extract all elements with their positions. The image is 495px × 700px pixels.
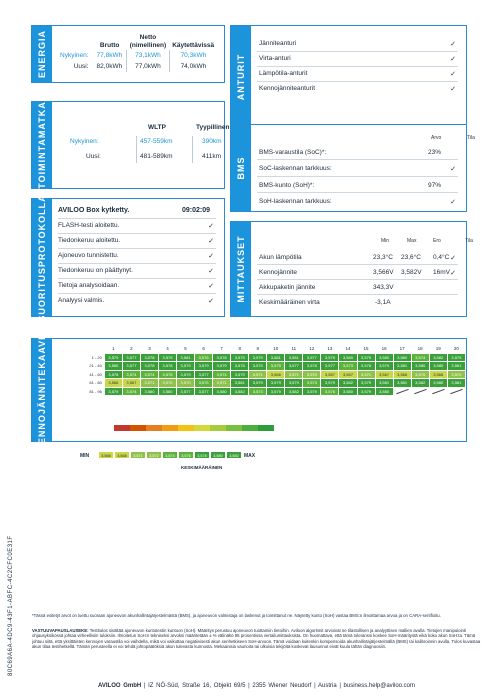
footer: AVILOO GmbH | IZ NÖ-Süd, Straße 16, Objekt 69/5 | 2355 Wiener Neudorf | Austria | business.help@aviloo.com bbox=[97, 683, 416, 689]
cell-voltage: 3,582 bbox=[339, 379, 357, 388]
cell-voltage: 3,567 bbox=[339, 370, 357, 379]
cell-voltage: 3,577 bbox=[177, 387, 195, 396]
mittaukset-panel bbox=[230, 221, 473, 317]
cell-voltage bbox=[411, 387, 429, 396]
cell-voltage: 3,573 bbox=[303, 379, 321, 388]
row-label: 41 - 60 bbox=[87, 370, 105, 379]
measurement-value: 343,3V bbox=[373, 284, 394, 291]
anturit-panel bbox=[230, 25, 467, 128]
cell-voltage: 3,579 bbox=[104, 387, 122, 396]
cell-voltage: 3,579 bbox=[357, 353, 375, 362]
column-header: 4 bbox=[166, 346, 169, 352]
anturit-tab: ANTURIT bbox=[231, 26, 251, 127]
check-icon: ✓ bbox=[450, 71, 456, 78]
cell-voltage: 3,573 bbox=[339, 362, 357, 371]
cell-voltage: 3,566 bbox=[104, 379, 122, 388]
suoritus-tab: SUORITUSPROTOKOLLA bbox=[32, 199, 52, 316]
column-header: 18 bbox=[417, 346, 423, 352]
list-item: Tiedonkeruu on päättynyt. bbox=[58, 267, 133, 274]
range-typical: 390km bbox=[202, 138, 222, 145]
list-item: Kennojänniteanturit bbox=[259, 85, 316, 92]
column-header: 14 bbox=[345, 346, 351, 352]
legend-cell: 3,578 bbox=[194, 451, 210, 459]
energia-tab: ENERGIA bbox=[32, 26, 52, 82]
check-icon: ✓ bbox=[208, 298, 214, 305]
column-header: 3 bbox=[148, 346, 151, 352]
measurement-label: Keskimääräinen virta bbox=[259, 299, 320, 306]
measurement-label: Akun lämpötila bbox=[259, 254, 302, 261]
column-header: 17 bbox=[399, 346, 405, 352]
check-icon: ✓ bbox=[450, 270, 456, 277]
protocol-title: AVILOO Box kytketty. bbox=[58, 207, 130, 214]
range-label: Nykyinen: bbox=[70, 138, 99, 145]
cell-voltage: 3,581 bbox=[177, 353, 195, 362]
measurement-max: 23,6°C bbox=[401, 254, 421, 261]
cell-voltage: 3,577 bbox=[195, 370, 213, 379]
status-header: Tila bbox=[465, 238, 473, 244]
range-wltp: 481-589km bbox=[140, 153, 173, 160]
cell-voltage: 3,567 bbox=[321, 370, 339, 379]
table-row bbox=[87, 353, 466, 362]
energia-panel bbox=[31, 25, 225, 83]
cell-voltage: 3,567 bbox=[122, 379, 140, 388]
row-label: 81 - 96 bbox=[87, 387, 105, 396]
cell-voltage: 3,577 bbox=[122, 353, 140, 362]
cell-voltage: 3,579 bbox=[177, 362, 195, 371]
table-row: Nykyinen: 77,8kWh 73,1kWh 70,3kWh bbox=[60, 52, 207, 59]
disclaimer-heading: VASTUUVAPAUSLAUSEKE: bbox=[32, 628, 89, 633]
cell-voltage bbox=[447, 387, 465, 396]
cell-voltage: 3,579 bbox=[357, 387, 375, 396]
table-row bbox=[87, 379, 466, 388]
list-item: Lämpötila-anturit bbox=[259, 70, 308, 77]
range-typical: 411km bbox=[202, 153, 222, 160]
cell-voltage: 3,571 bbox=[249, 370, 267, 379]
cell-voltage: 3,578 bbox=[213, 353, 231, 362]
energy-table bbox=[56, 34, 217, 72]
cell-voltage: 3,570 bbox=[411, 370, 429, 379]
cell-voltage: 3,580 bbox=[339, 353, 357, 362]
max-header: Max bbox=[407, 238, 417, 244]
cell-voltage: 3,570 bbox=[158, 379, 176, 388]
column-header: 12 bbox=[309, 346, 315, 352]
cell-voltage: 3,580 bbox=[158, 387, 176, 396]
soh-accuracy-label: SoH-laskennan tarkkuus: bbox=[259, 198, 332, 205]
legend-cell: 3,566 bbox=[98, 451, 114, 459]
cell-voltage: 3,580 bbox=[429, 379, 447, 388]
cell-voltage: 3,580 bbox=[140, 387, 158, 396]
legend-cell: 3,576 bbox=[178, 451, 194, 459]
table-row bbox=[87, 387, 466, 396]
legend-cell: 3,568 bbox=[114, 451, 130, 459]
toimintamatka-tab: TOIMINTAMATKA bbox=[32, 102, 52, 188]
legend-mean: KESKIMÄÄRÄINEN bbox=[181, 465, 223, 470]
measurement-min: 3,566V bbox=[373, 269, 394, 276]
voltage-scale-bar bbox=[114, 425, 274, 431]
cell-voltage: 3,579 bbox=[447, 353, 465, 362]
cell-voltage: 3,577 bbox=[303, 353, 321, 362]
cell-voltage: 3,579 bbox=[321, 379, 339, 388]
cell-voltage: 3,567 bbox=[375, 370, 393, 379]
cell-voltage: 3,575 bbox=[267, 362, 285, 371]
cell-voltage: 3,574 bbox=[213, 370, 231, 379]
cell-voltage: 3,571 bbox=[213, 379, 231, 388]
cell-voltage: 3,581 bbox=[231, 379, 249, 388]
cell-voltage: 3,579 bbox=[231, 370, 249, 379]
cell-voltage: 3,581 bbox=[375, 379, 393, 388]
cell-voltage bbox=[393, 387, 411, 396]
cell-voltage: 3,579 bbox=[213, 362, 231, 371]
row-label: 1 - 20 bbox=[87, 353, 105, 362]
column-header: 8 bbox=[238, 346, 241, 352]
bms-soh-label: BMS-kunto (SoH)*: bbox=[259, 182, 315, 189]
cell-voltage: 3,579 bbox=[249, 362, 267, 371]
bms-panel bbox=[230, 124, 475, 212]
list-item: Tiedonkeruu aloitettu. bbox=[58, 237, 121, 244]
measurement-max: 3,582V bbox=[401, 269, 422, 276]
cell-voltage: 3,575 bbox=[195, 379, 213, 388]
mittaukset-tab: MITTAUKSET bbox=[231, 222, 251, 316]
legend-cell: 3,574 bbox=[162, 451, 178, 459]
column-header: 19 bbox=[435, 346, 441, 352]
cell-voltage: 3,579 bbox=[321, 353, 339, 362]
cell-voltage: 3,580 bbox=[339, 387, 357, 396]
legend-max: MAX bbox=[244, 453, 256, 459]
typical-header: Tyypillinen bbox=[196, 124, 230, 131]
cell-voltage: 3,582 bbox=[411, 379, 429, 388]
cell-voltage: 3,579 bbox=[303, 387, 321, 396]
list-item: Analyysi valmis. bbox=[58, 297, 105, 304]
legend-cell: 3,572 bbox=[146, 451, 162, 459]
column-header: 15 bbox=[363, 346, 369, 352]
check-icon: ✓ bbox=[450, 199, 456, 206]
check-icon: ✓ bbox=[450, 255, 456, 262]
cell-voltage: 3,566 bbox=[429, 370, 447, 379]
measurement-diff: 16mV bbox=[433, 269, 450, 276]
cell-voltage: 3,579 bbox=[285, 379, 303, 388]
column-header: 10 bbox=[273, 346, 279, 352]
column-header: 2 bbox=[130, 346, 133, 352]
cell-voltage: 3,580 bbox=[213, 387, 231, 396]
cell-voltage: 3,577 bbox=[122, 362, 140, 371]
cell-voltage: 3,575 bbox=[158, 370, 176, 379]
cell-voltage: 3,566 bbox=[393, 370, 411, 379]
cell-voltage: 3,581 bbox=[393, 379, 411, 388]
wltp-header: WLTP bbox=[148, 124, 166, 131]
measurement-value: -3,1A bbox=[375, 299, 391, 306]
cell-voltage: 3,579 bbox=[267, 379, 285, 388]
difference-header: Ero bbox=[433, 238, 441, 244]
disclaimer-text: Testitulos sisältää ajoneuvon kuntotestin kuntoon (SoH). Määritys perustuu ajoneuvon tuottamiin tietoihin. Aviloon algoritmit arvioivat ne tilastollisen ja analyyttisen mallien avulla. Tietojen manipulointi ohjausyksikössä johtaa virheellisiin tuloksiin. Ilmoitetun SoH:n tekniseksi arvoksi määritetään ± % välinäkö 95 prosentissa vertailumittauksista. On huomattava, että tämä toleranssi koskee SoH-määritystä eikä koko akun SoH:ta. Tämä johtuu siitä, että yksittäisten kennojen varaustila voi vaihdella, mikä voi vaikuttaa negatiivisesti akun senhetkiseen SoH-arvoon. Tämä voidaan kuitenkin kompensoida akunhallintajärjestelmällä (BMS) tai kalibroinnin avulla. Tulos kuvastaa akun tilaa testihetkellä. Tämän perusteella ei voi tehdä johtopäätöksiä akun tulevasta kunnosta. Mekaanisia vaurioita tai ulkoisia tekijöitä koskevat lausunnot eivät kuulu tähän diagnoosiin. bbox=[32, 628, 481, 650]
column-header: 6 bbox=[202, 346, 205, 352]
range-wltp: 457-559km bbox=[140, 138, 173, 145]
soc-accuracy-label: SoC-laskennan tarkkuus: bbox=[259, 165, 332, 172]
protocol-time: 09:02:09 bbox=[182, 207, 211, 214]
min-header: Min bbox=[381, 238, 390, 244]
cell-voltage: 3,578 bbox=[357, 362, 375, 371]
suoritus-panel bbox=[31, 193, 225, 322]
check-icon: ✓ bbox=[208, 283, 214, 290]
check-icon: ✓ bbox=[208, 268, 214, 275]
check-icon: ✓ bbox=[450, 166, 456, 173]
cell-voltage: 3,581 bbox=[393, 362, 411, 371]
cell-voltage: 3,577 bbox=[195, 387, 213, 396]
measurement-label: Akkupaketin jännite bbox=[259, 284, 316, 291]
bms-tab: BMS bbox=[231, 125, 251, 211]
column-header: 5 bbox=[184, 346, 187, 352]
column-header: 7 bbox=[220, 346, 223, 352]
status-header: Tila bbox=[467, 135, 475, 141]
cell-voltage: 3,582 bbox=[231, 387, 249, 396]
cell-voltage: 3,579 bbox=[375, 362, 393, 371]
cell-voltage: 3,566 bbox=[267, 370, 285, 379]
brutto-header: Brutto bbox=[99, 42, 120, 49]
range-label: Uusi: bbox=[86, 153, 101, 160]
cell-voltage: 3,579 bbox=[231, 353, 249, 362]
cell-voltage: 3,578 bbox=[158, 362, 176, 371]
cell-voltage: 3,577 bbox=[321, 362, 339, 371]
kaytettavissa-header: Käytettävissä bbox=[172, 42, 215, 49]
column-header: 11 bbox=[291, 346, 297, 352]
check-icon: ✓ bbox=[450, 56, 456, 63]
column-header: 16 bbox=[381, 346, 387, 352]
legend-cells bbox=[98, 451, 242, 459]
toimintamatka-panel bbox=[31, 101, 230, 189]
list-item: Tietoja analysoidaan. bbox=[58, 282, 120, 289]
cell-voltage: 3,579 bbox=[249, 379, 267, 388]
check-icon: ✓ bbox=[208, 223, 214, 230]
column-header: 1 bbox=[112, 346, 115, 352]
disclaimer bbox=[32, 628, 481, 650]
cell-voltage: 3,570 bbox=[303, 370, 321, 379]
document-id: 80C69A6A-4DC9-43F1-ABFC-4C2CFC0E31F bbox=[8, 535, 14, 676]
check-icon: ✓ bbox=[450, 41, 456, 48]
cell-voltage: 3,579 bbox=[104, 353, 122, 362]
cell-voltage: 3,576 bbox=[195, 353, 213, 362]
list-item: FLASH-testi aloitettu. bbox=[58, 222, 120, 229]
column-header: 13 bbox=[327, 346, 333, 352]
legend-min: MIN bbox=[80, 453, 90, 459]
netto-header: Netto bbox=[139, 34, 157, 41]
cell-voltage: 3,579 bbox=[357, 379, 375, 388]
kenno-panel bbox=[31, 328, 467, 459]
cell-voltage: 3,580 bbox=[393, 353, 411, 362]
column-header: 20 bbox=[453, 346, 459, 352]
table-row bbox=[87, 362, 466, 371]
table-row: Uusi: 82,0kWh 77,0kWh 74,0kWh bbox=[73, 63, 207, 70]
cell-voltage: 3,579 bbox=[195, 362, 213, 371]
cell-voltage: 3,580 bbox=[429, 362, 447, 371]
bms-soc-label: BMS-varaustila (SoC)*: bbox=[259, 149, 327, 156]
kenno-tab: KENNOJÄNNITEKAAVIO bbox=[32, 339, 52, 441]
cell-voltage: 3,578 bbox=[303, 362, 321, 371]
bms-soh-value: 97% bbox=[428, 182, 442, 189]
cell-voltage: 3,579 bbox=[177, 370, 195, 379]
cell-voltage: 3,578 bbox=[140, 353, 158, 362]
cell-voltage: 3,579 bbox=[249, 353, 267, 362]
row-label: 21 - 40 bbox=[87, 362, 105, 371]
legend-cell: 3,571 bbox=[130, 451, 146, 459]
cell-voltage: 3,571 bbox=[140, 379, 158, 388]
cell-voltage: 3,578 bbox=[231, 362, 249, 371]
row-label: 61 - 80 bbox=[87, 379, 105, 388]
cell-voltage: 3,571 bbox=[357, 370, 375, 379]
cell-voltage bbox=[429, 387, 447, 396]
cell-voltage: 3,576 bbox=[321, 387, 339, 396]
bms-soc-value: 23% bbox=[428, 149, 442, 156]
cell-voltage: 3,570 bbox=[447, 370, 465, 379]
cell-voltage: 3,580 bbox=[104, 362, 122, 371]
cell-voltage: 3,574 bbox=[411, 353, 429, 362]
cell-voltage: 3,571 bbox=[285, 370, 303, 379]
cell-voltage: 3,574 bbox=[140, 370, 158, 379]
check-icon: ✓ bbox=[208, 238, 214, 245]
footnote: *Tässä esitetyt arvot on luettu suoraan ajoneuvon akunhallintajärjestelmästä (BMS), ja ajoneuvon valmistaja on laskenut ja toimittanut ne. Näytetty kunto (SoH) vastaa BMS:n ilmoittamaa arvoa ja on CARA-sertifioitu. bbox=[32, 613, 441, 618]
cell-voltage: 3,578 bbox=[104, 370, 122, 379]
cell-voltage: 3,573 bbox=[249, 387, 267, 396]
legend-cell: 3,582 bbox=[226, 451, 242, 459]
list-item: Ajoneuvo tunnistettu. bbox=[58, 252, 119, 259]
cell-voltage: 3,577 bbox=[285, 362, 303, 371]
cell-voltage: 3,579 bbox=[158, 353, 176, 362]
list-item: Jänniteanturi bbox=[259, 40, 297, 47]
value-header: Arvo bbox=[431, 135, 442, 141]
cell-voltage: 3,581 bbox=[285, 353, 303, 362]
cell-voltage: 3,574 bbox=[122, 387, 140, 396]
cell-voltage-table bbox=[86, 345, 466, 396]
cell-voltage: 3,579 bbox=[267, 387, 285, 396]
measurement-min: 23,3°C bbox=[373, 254, 393, 261]
cell-voltage: 3,582 bbox=[285, 387, 303, 396]
cell-voltage: 3,570 bbox=[177, 379, 195, 388]
nimellinen-header: (nimellinen) bbox=[129, 42, 167, 49]
cell-voltage: 3,582 bbox=[429, 353, 447, 362]
check-icon: ✓ bbox=[450, 86, 456, 93]
cell-voltage: 3,578 bbox=[140, 362, 158, 371]
footer-address: | IZ NÖ-Süd, Straße 16, Objekt 69/5 | 2355 Wiener Neudorf | Austria | business.help@aviloo.com bbox=[143, 683, 416, 689]
measurement-label: Kennojännite bbox=[259, 269, 297, 276]
cell-voltage: 3,580 bbox=[375, 353, 393, 362]
cell-voltage: 3,574 bbox=[122, 370, 140, 379]
column-header: 9 bbox=[256, 346, 259, 352]
measurement-diff: 0,4°C bbox=[433, 254, 450, 261]
cell-voltage: 3,580 bbox=[375, 387, 393, 396]
cell-voltage: 3,581 bbox=[447, 362, 465, 371]
list-item: Virta-anturi bbox=[259, 55, 291, 62]
table-row bbox=[87, 370, 466, 379]
cell-voltage: 3,580 bbox=[411, 362, 429, 371]
cell-voltage: 3,581 bbox=[267, 353, 285, 362]
cell-voltage: 3,581 bbox=[447, 379, 465, 388]
check-icon: ✓ bbox=[208, 253, 214, 260]
legend-cell: 3,580 bbox=[210, 451, 226, 459]
